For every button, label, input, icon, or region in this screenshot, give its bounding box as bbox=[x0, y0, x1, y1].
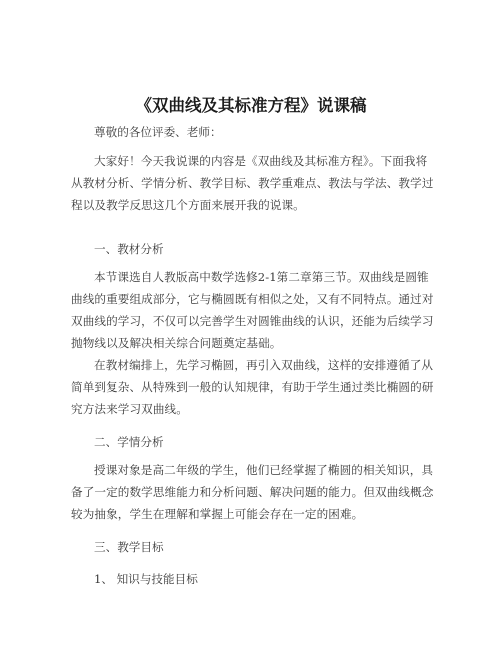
student-analysis-paragraph: 授课对象是高二年级的学生，他们已经掌握了椭圆的相关知识，具备了一定的数学思维能力和分析问题、解决问题的能力。但双曲线概念较为抽象，学生在理解和掌握上可能会存在一定的困难。 bbox=[71, 463, 434, 521]
greeting: 尊敬的各位评委、老师： bbox=[94, 125, 222, 139]
objective-item-knowledge-skills: 1、 知识与技能目标 bbox=[94, 572, 198, 586]
document-title: 《双曲线及其标准方程》说课稿 bbox=[135, 96, 367, 115]
textbook-analysis-paragraph-2: 在教材编排上，先学习椭圆，再引入双曲线，这样的安排遵循了从简单到复杂、从特殊到一般的认知规律，有助于学生通过类比椭圆的研究方法来学习双曲线。 bbox=[71, 358, 434, 416]
section-heading-student-analysis: 二、学情分析 bbox=[94, 435, 164, 449]
section-heading-textbook-analysis: 一、教材分析 bbox=[94, 242, 164, 256]
intro-paragraph: 大家好！今天我说课的内容是《双曲线及其标准方程》。下面我将从教材分析、学情分析、教学目标、教学重难点、教法与学法、教学过程以及教学反思这几个方面来展开我的说课。 bbox=[71, 154, 434, 212]
section-heading-teaching-objectives: 三、教学目标 bbox=[94, 540, 164, 554]
textbook-analysis-paragraph-1: 本节课选自人教版高中数学选修2-1第二章第三节。双曲线是圆锥曲线的重要组成部分，它与椭圆既有相似之处，又有不同特点。通过对双曲线的学习，不仅可以完善学生对圆锥曲线的认识，还能为后续学习抛物线以及解决相关综合问题奠定基础。 bbox=[71, 270, 434, 350]
